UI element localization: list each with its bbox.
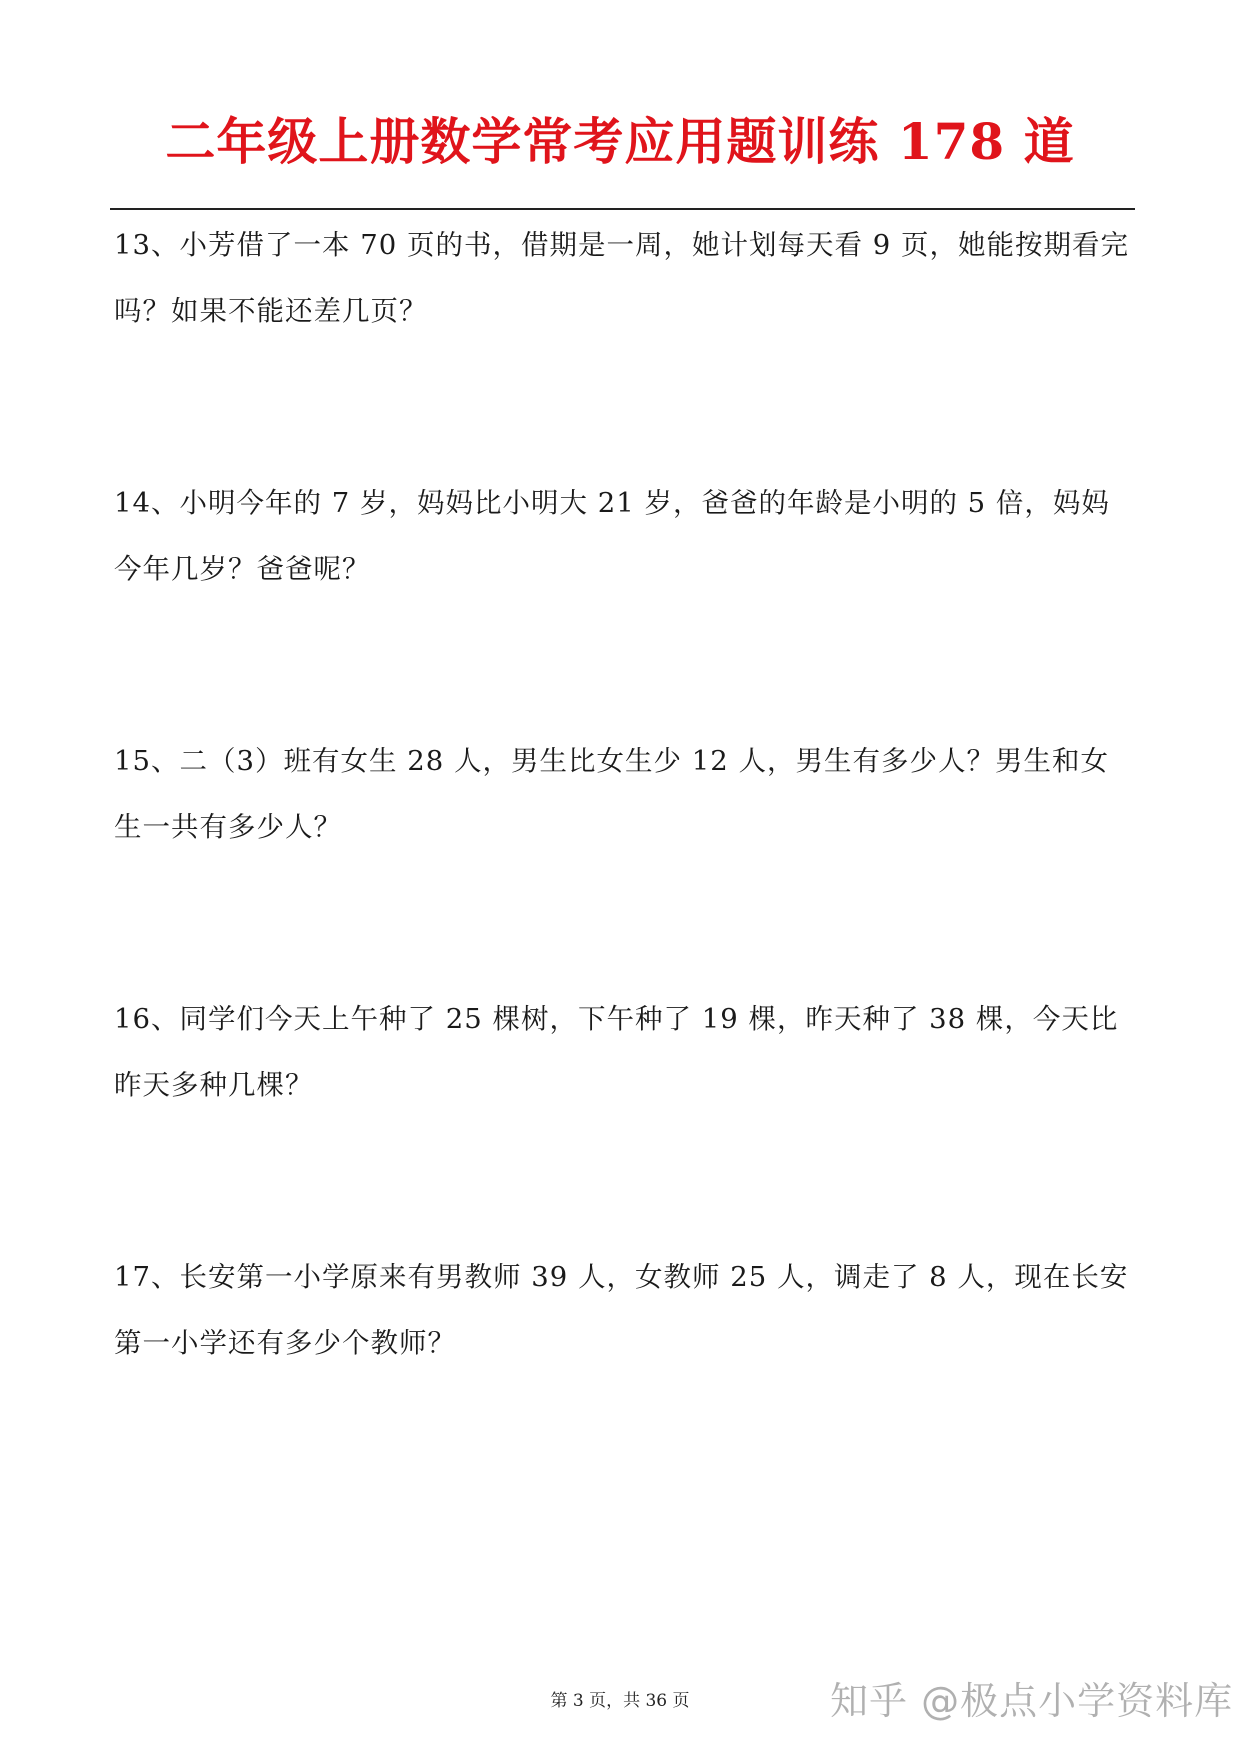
watermark: 知乎 @极点小学资料库 bbox=[830, 1679, 1234, 1723]
question-17: 17、长安第一小学原来有男教师 39 人，女教师 25 人，调走了 8 人，现在长安第一小学还有多少个教师？ bbox=[114, 1261, 1129, 1359]
question-15: 15、二（3）班有女生 28 人，男生比女生少 12 人，男生有多少人？男生和女生一共有多少人？ bbox=[114, 745, 1109, 843]
document-title: 二年级上册数学常考应用题训练 178 道 bbox=[165, 112, 1075, 171]
title-divider bbox=[110, 208, 1135, 210]
question-13: 13、小芳借了一本 70 页的书，借期是一周，她计划每天看 9 页，她能按期看完吗？如果不能还差几页？ bbox=[114, 229, 1129, 327]
page-footer: 第 3 页，共 36 页 bbox=[550, 1691, 690, 1711]
question-14: 14、小明今年的 7 岁，妈妈比小明大 21 岁，爸爸的年龄是小明的 5 倍，妈妈今年几岁？爸爸呢？ bbox=[114, 487, 1110, 585]
question-16: 16、同学们今天上午种了 25 棵树，下午种了 19 棵，昨天种了 38 棵，今天比昨天多种几棵？ bbox=[114, 1003, 1119, 1101]
